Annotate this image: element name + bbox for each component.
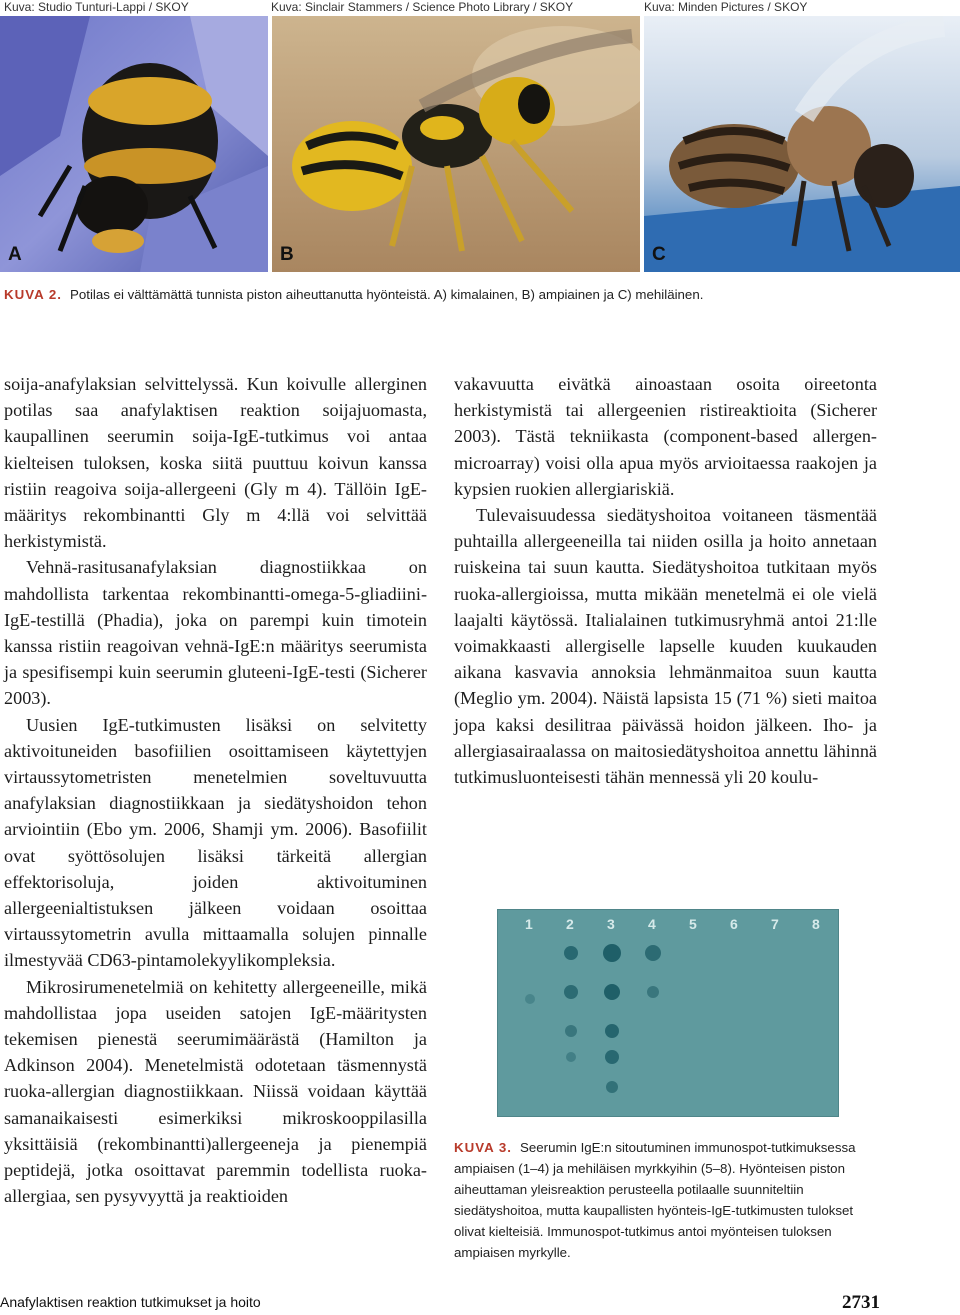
blot-spot <box>564 946 578 960</box>
left-paragraph-1: soija-anafylaksian selvittelyssä. Kun koivulle allerginen potilas saa anafylaktisen reaktion soijajuomasta, kaupallinen seerumin soija-IgE-tutkimus voi antaa kielteisen tuloksen, koska siitä puuttuu koivun kanssa ristiin reagoiva soija-allergeeni (Gly m 4). Tällöin IgE-määritys rekombinantti Gly m 4:llä voi selvittää herkistymistä. <box>4 374 427 552</box>
lane-label-2: 2 <box>566 916 574 932</box>
photo-credit-b: Kuva: Sinclair Stammers / Science Photo Library / SKOY <box>271 0 574 14</box>
blot-membrane <box>497 909 839 1117</box>
photo-honeybee <box>644 16 960 272</box>
lane-label-3: 3 <box>607 916 615 932</box>
photo-wasp <box>272 16 640 272</box>
right-column <box>454 371 877 790</box>
lane-label-5: 5 <box>689 916 697 932</box>
lane-label-7: 7 <box>771 916 779 932</box>
figure-3-text: Seerumin IgE:n sitoutuminen immunospot-tutkimuksessa ampiaisen (1–4) ja mehiläisen myrkkyihin (5–8). Hyönteisen piston aiheuttaman yleisreaktion perusteella potilaalle suunniteltiin siedätyshoitoa, mutta kaupallisten hyönteis-IgE-tutkimusten tulokset olivat kielteisiä. Immunospot-tutkimus antoi myönteisen tuloksen ampiaisen myrkylle. <box>454 1140 856 1260</box>
lane-label-6: 6 <box>730 916 738 932</box>
blot-spot <box>605 1024 619 1038</box>
blot-spot <box>605 1050 619 1064</box>
left-column <box>4 371 427 1210</box>
photo-credit-a: Kuva: Studio Tunturi-Lappi / SKOY <box>4 0 189 14</box>
lane-label-8: 8 <box>812 916 820 932</box>
blot-spot <box>603 944 621 962</box>
photo-letter-c: C <box>652 244 666 265</box>
figure-2-caption <box>4 284 954 305</box>
right-paragraph-2: Tulevaisuudessa siedätyshoitoa voitaneen täsmentää puhtailla allergeeneilla tai niiden osilla ja hoito annetaan ruiskeina tai suun kautta. Siedätyshoitoa tutkitaan myös ruoka-allergioissa, mutta mikään menetelmä ei ole vielä laajalti käytössä. Italialainen tutkimusryhmä antoi 21:lle voimakkaasti allergiselle lapselle kuuden kuukauden aikana kasvavia annoksia lehmänmaitoa suun kautta (Meglio ym. 2004). Näistä lapsista 15 (71 %) sieti maitoa jopa kaksi desilitraa päivässä hoidon jälkeen. Iho- ja allergiasairaalassa on maitosiedätyshoitoa annettu lähinnä tutkimusluonteisesti tähän mennessä yli 20 koulu- <box>454 505 877 788</box>
blot-spot <box>566 1052 576 1062</box>
photo-letter-b: B <box>280 244 294 265</box>
blot-spot <box>645 945 661 961</box>
right-paragraph-1: vakavuutta eivätkä ainoastaan osoita oireetonta herkistymistä tai allergeenien ristireaktioita (Sicherer 2003). Tästä tekniikasta (component-based allergen-microarray) voisi olla apua myös arvioitaessa raakojen ja kypsien ruokien allergiariskiä. <box>454 374 877 499</box>
figure-3-caption <box>454 1137 878 1263</box>
blot-spot <box>647 986 659 998</box>
figure-2-text: Potilas ei välttämättä tunnista piston aiheuttanutta hyönteistä. A) kimalainen, B) ampiainen ja C) mehiläinen. <box>69 287 704 302</box>
running-title: Anafylaktisen reaktion tutkimukset ja hoito <box>0 1294 261 1310</box>
figure-2-label: KUVA 2. <box>4 287 62 302</box>
photo-letter-a: A <box>8 244 22 265</box>
lane-label-4: 4 <box>648 916 656 932</box>
immunospot-blot-image <box>497 909 839 1117</box>
blot-spot <box>525 994 535 1004</box>
blot-spot <box>564 985 578 999</box>
lane-label-1: 1 <box>525 916 533 932</box>
photo-credit-c: Kuva: Minden Pictures / SKOY <box>644 0 808 14</box>
left-paragraph-4: Mikrosirumenetelmiä on kehitetty allergeeneille, mikä mahdollistaa jopa useiden satojen IgE-määritysten tekemisen pienestä seerumimäärästä (Hamilton ja Adkinson 2004). Menetelmistä odotetaan täsmennystä ruoka-allergian diagnostiikkaan. Niissä voidaan käyttää samanaikaisesti esimerkiksi mikroskooppilasilla yksittäisiä (rekombinantti)allergeeneja ja pienempiä peptidejä, jotka osoittavat paremmin todellista ruoka-allergiaa, sen pysyvyyttä ja reaktioiden <box>4 976 427 1207</box>
blot-spot <box>606 1081 618 1093</box>
figure-3-label: KUVA 3. <box>454 1140 512 1155</box>
left-paragraph-2: Vehnä-rasitusanafylaksian diagnostiikkaa on mahdollista tarkentaa rekombinantti-omega-5-gliadiini-IgE-testillä (Phadia), joka on parempi kuin timotein kanssa ristiin reagoivan vehnä-IgE:n määritys seerumista ja spesifisempi kuin seerumin gluteeni-IgE-testi (Sicherer 2003). <box>4 557 427 709</box>
blot-spot <box>604 984 620 1000</box>
page-number: 2731 <box>842 1292 880 1313</box>
left-paragraph-3: Uusien IgE-tutkimusten lisäksi on selvitetty aktivoituneiden basofiilien osoittamiseen käytettyjen virtaussytometristen menetelmien soveltuvuutta anafylaksian diagnostiikkaan ja siedätyshoidon tehon arviointiin (Ebo ym. 2006, Shamji ym. 2006). Basofiilit ovat syöttösolujen lisäksi tärkeitä allergian effektorisoluja, joiden aktivoituminen allergeenialtistuksen jälkeen voidaan osoittaa virtaussytometrin avulla mittaamalla solujen pinnalle ilmestyvää CD63-pintamolekyylikompleksia. <box>4 714 427 971</box>
blot-spot <box>565 1025 577 1037</box>
photo-bumblebee <box>0 16 268 272</box>
